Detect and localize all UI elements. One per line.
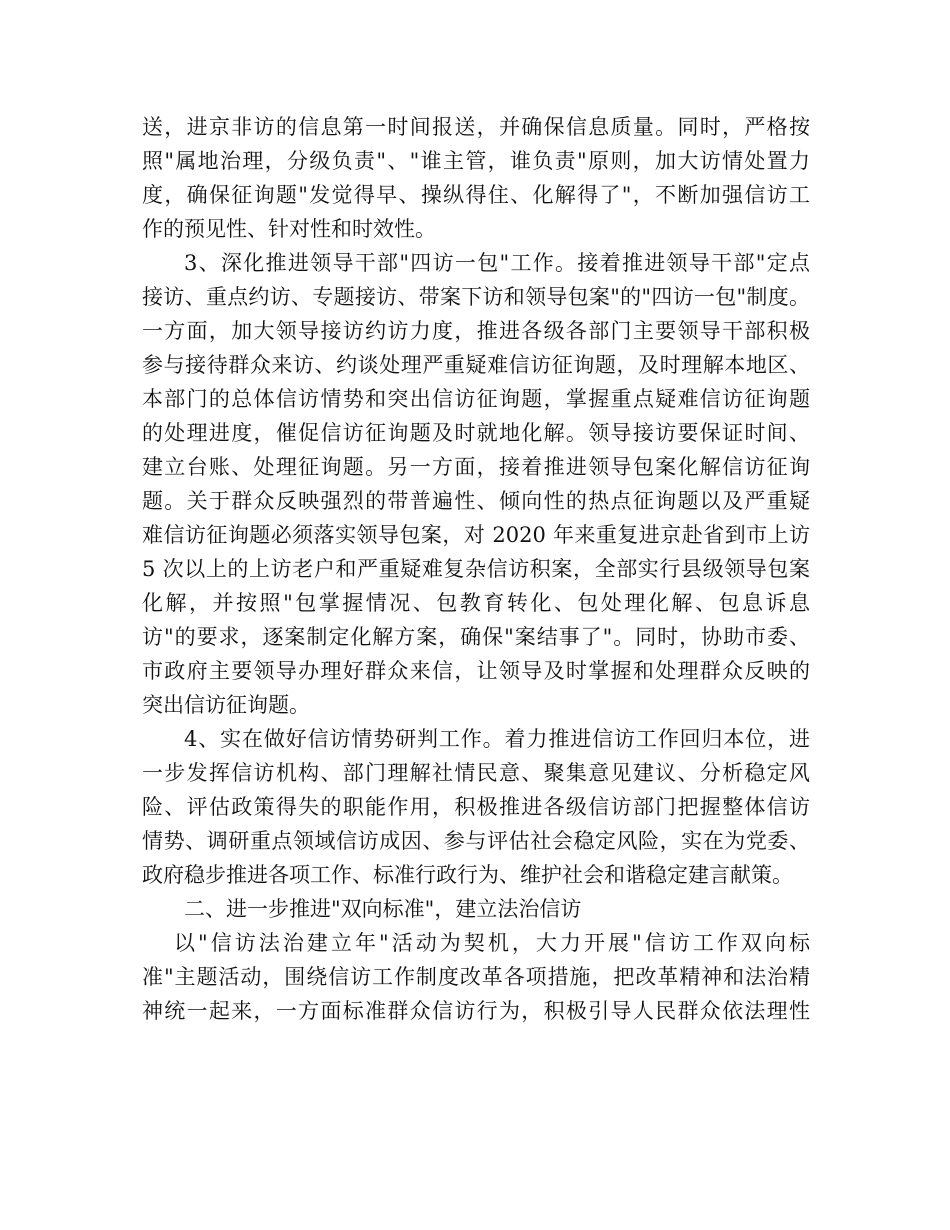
paragraph-3-line-1: 4、实在做好信访情势研判工作。着力推进信访工作回归本位，进 [184, 727, 810, 751]
paragraph-2-line-5: 本部门的总体信访情势和突出信访征询题，掌握重点疑难信访征询题 [142, 387, 810, 411]
section-heading: 二、进一步推进"双向标准"，建立法治信访 [184, 897, 582, 921]
paragraph-2-line-1: 3、深化推进领导干部"四访一包"工作。接着推进领导干部"定点 [184, 251, 810, 275]
paragraph-3-line-3: 险、评估政策得失的职能作用，积极推进各级信访部门把握整体信访 [142, 795, 810, 819]
paragraph-3-line-2: 一步发挥信访机构、部门理解社情民意、聚集意见建议、分析稳定风 [142, 761, 810, 785]
paragraph-5-line-1: 以"信访法治建立年"活动为契机，大力开展"信访工作双向标 [174, 931, 810, 955]
paragraph-2-line-3: 一方面，加大领导接访约访力度，推进各级各部门主要领导干部积极 [142, 319, 810, 343]
paragraph-2-line-13: 市政府主要领导办理好群众来信，让领导及时掌握和处理群众反映的 [142, 659, 810, 683]
paragraph-3-line-5: 政府稳步推进各项工作、标准行政行为、维护社会和谐稳定建言献策。 [142, 863, 793, 887]
paragraph-1-line-1: 送，进京非访的信息第一时间报送，并确保信息质量。同时，严格按 [142, 115, 810, 139]
paragraph-2-line-10: 5 次以上的上访老户和严重疑难复杂信访积案，全部实行县级领导包案 [142, 557, 810, 581]
paragraph-2-line-12: 访"的要求，逐案制定化解方案，确保"案结事了"。同时，协助市委、 [142, 625, 810, 649]
paragraph-2-line-8: 题。关于群众反映强烈的带普遍性、倾向性的热点征询题以及严重疑 [142, 489, 810, 513]
paragraph-2-line-4: 参与接待群众来访、约谈处理严重疑难信访征询题，及时理解本地区、 [142, 353, 810, 377]
paragraph-1-line-3: 度，确保征询题"发觉得早、操纵得住、化解得了"，不断加强信访工 [142, 183, 810, 207]
paragraph-1-line-4: 作的预见性、针对性和时效性。 [142, 217, 436, 241]
paragraph-2-line-2: 接访、重点约访、专题接访、带案下访和领导包案"的"四访一包"制度。 [142, 285, 810, 309]
paragraph-2-line-6: 的处理进度，催促信访征询题及时就地化解。领导接访要保证时间、 [142, 421, 810, 445]
document-body [142, 110, 810, 1028]
paragraph-2-line-11: 化解，并按照"包掌握情况、包教育转化、包处理化解、包息诉息 [142, 591, 810, 615]
paragraph-2-line-7: 建立台账、处理征询题。另一方面，接着推进领导包案化解信访征询 [142, 455, 810, 479]
paragraph-5-line-3: 神统一起来，一方面标准群众信访行为，积极引导人民群众依法理性 [142, 999, 810, 1023]
paragraph-5-line-2: 准"主题活动，围绕信访工作制度改革各项措施，把改革精神和法治精 [142, 965, 810, 989]
paragraph-2-line-14: 突出信访征询题。 [142, 693, 310, 717]
paragraph-2-line-9: 难信访征询题必须落实领导包案，对 2020 年来重复进京赴省到市上访 [142, 523, 810, 547]
paragraph-1-line-2: 照"属地治理，分级负责"、"谁主管，谁负责"原则，加大访情处置力 [142, 149, 810, 173]
paragraph-3-line-4: 情势、调研重点领域信访成因、参与评估社会稳定风险，实在为党委、 [142, 829, 810, 853]
